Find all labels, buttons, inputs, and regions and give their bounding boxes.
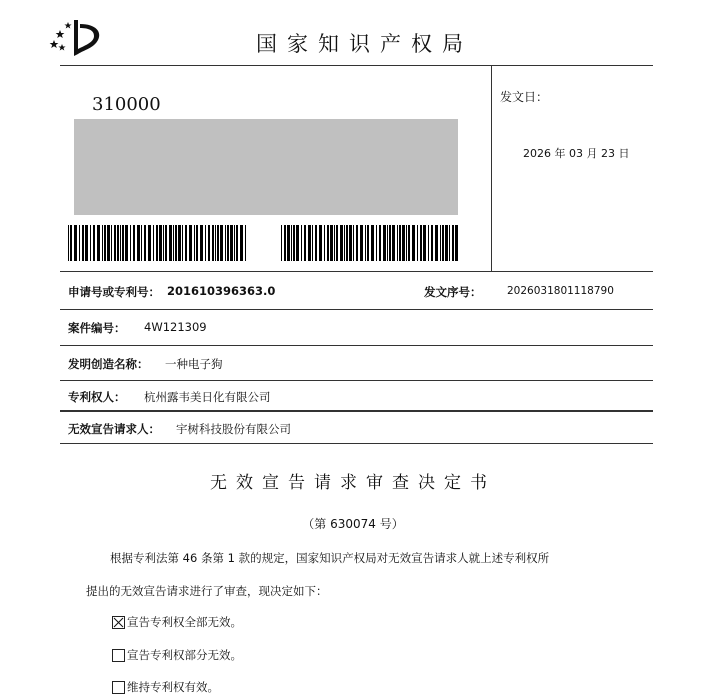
barcode-bar bbox=[133, 225, 135, 261]
barcode-bar bbox=[346, 225, 348, 261]
barcode-left bbox=[68, 225, 248, 261]
barcode-bar bbox=[312, 225, 313, 261]
barcode-bar bbox=[215, 225, 216, 261]
barcode-bar bbox=[114, 225, 116, 261]
barcode-bar bbox=[423, 225, 426, 261]
barcode-bar bbox=[175, 225, 177, 261]
case-no-value: 4W121309 bbox=[144, 320, 207, 334]
cnipa-logo bbox=[48, 18, 104, 58]
barcode-bar bbox=[360, 225, 363, 261]
row-divider bbox=[60, 271, 653, 272]
barcode-bar bbox=[308, 225, 311, 261]
barcode-bar bbox=[111, 225, 112, 261]
barcode-bar bbox=[156, 225, 158, 261]
case-no-label: 案件编号： bbox=[68, 321, 126, 335]
barcode-bar bbox=[387, 225, 388, 261]
requester-value: 宇树科技股份有限公司 bbox=[176, 422, 291, 436]
barcode-bar bbox=[165, 225, 167, 261]
barcode-bar bbox=[90, 225, 91, 261]
application-no-value: 201610396363.0 bbox=[167, 284, 276, 298]
barcode-bar bbox=[365, 225, 366, 261]
barcode-bar bbox=[336, 225, 338, 261]
row-divider bbox=[60, 410, 653, 412]
empty-checkbox-icon bbox=[112, 681, 125, 694]
barcode-bar bbox=[148, 225, 151, 261]
barcode-bar bbox=[356, 225, 358, 261]
barcode-bar bbox=[293, 225, 295, 261]
barcode-bar bbox=[245, 225, 246, 261]
barcode-bar bbox=[70, 225, 72, 261]
barcode-bar bbox=[449, 225, 450, 261]
barcode-bar bbox=[406, 225, 407, 261]
barcode-bar bbox=[196, 225, 198, 261]
barcode-bar bbox=[291, 225, 292, 261]
barcode-bar bbox=[327, 225, 329, 261]
barcode-bar bbox=[296, 225, 299, 261]
barcode-bar bbox=[284, 225, 286, 261]
barcode-bar bbox=[452, 225, 454, 261]
barcode-bar bbox=[412, 225, 415, 261]
row-divider bbox=[60, 309, 653, 310]
barcode-bar bbox=[125, 225, 128, 261]
barcode-bar bbox=[324, 225, 325, 261]
barcode-bar bbox=[120, 225, 121, 261]
barcode-bar bbox=[420, 225, 422, 261]
barcode-bar bbox=[399, 225, 401, 261]
option-invalidate-all bbox=[112, 614, 242, 630]
barcode-bar bbox=[240, 225, 243, 261]
decision-paragraph-line2: 提出的无效宣告请求进行了审查，现决定如下： bbox=[86, 584, 328, 598]
barcode-bar bbox=[304, 225, 306, 261]
barcode-bar bbox=[85, 225, 88, 261]
barcode-bar bbox=[379, 225, 381, 261]
barcode-bar bbox=[334, 225, 335, 261]
redacted-address bbox=[74, 119, 458, 215]
barcode-bar bbox=[230, 225, 233, 261]
option-maintain-valid bbox=[112, 679, 219, 695]
barcode-bar bbox=[397, 225, 398, 261]
invention-name-label: 发明创造名称： bbox=[68, 357, 149, 371]
dispatch-date-value: 2026 年 03 月 23 日 bbox=[523, 147, 630, 160]
barcode-bar bbox=[330, 225, 333, 261]
barcode-bar bbox=[144, 225, 146, 261]
barcode-bar bbox=[349, 225, 352, 261]
barcode-bar bbox=[68, 225, 69, 261]
decision-paragraph-line1: 根据专利法第 46 条第 1 款的规定，国家知识产权局对无效宣告请求人就上述专利权所 bbox=[110, 551, 550, 565]
serial-no-value: 2026031801118790 bbox=[507, 285, 614, 297]
barcode-bar bbox=[102, 225, 103, 261]
barcode-bar bbox=[178, 225, 181, 261]
barcode-bar bbox=[445, 225, 448, 261]
barcode-bar bbox=[392, 225, 395, 261]
checked-checkbox-icon bbox=[112, 616, 125, 629]
option-label: 宣告专利权部分无效。 bbox=[127, 648, 242, 662]
postcode: 310000 bbox=[92, 94, 161, 115]
row-divider bbox=[60, 345, 653, 346]
barcode-bar bbox=[281, 225, 282, 261]
empty-checkbox-icon bbox=[112, 649, 125, 662]
barcode-bar bbox=[220, 225, 223, 261]
barcode-bar bbox=[130, 225, 131, 261]
barcode-bar bbox=[417, 225, 418, 261]
option-label: 维持专利权有效。 bbox=[127, 680, 219, 694]
barcode-bar bbox=[104, 225, 106, 261]
invention-name-value: 一种电子狗 bbox=[165, 357, 223, 371]
barcode-bar bbox=[169, 225, 172, 261]
barcode-bar bbox=[440, 225, 441, 261]
barcode-bar bbox=[212, 225, 215, 261]
decision-title: 无效宣告请求审查决定书 bbox=[210, 473, 496, 493]
barcode-bar bbox=[402, 225, 405, 261]
barcode-bar bbox=[185, 225, 187, 261]
barcode-bar bbox=[353, 225, 354, 261]
barcode-bar bbox=[194, 225, 195, 261]
barcode-bar bbox=[408, 225, 410, 261]
barcode-bar bbox=[301, 225, 302, 261]
barcode-bar bbox=[344, 225, 345, 261]
barcode-bar bbox=[225, 225, 226, 261]
barcode-bar bbox=[163, 225, 164, 261]
barcode-bar bbox=[428, 225, 429, 261]
barcode-bar bbox=[435, 225, 438, 261]
barcode-bar bbox=[189, 225, 192, 261]
barcode-bar bbox=[122, 225, 124, 261]
barcode-bar bbox=[153, 225, 154, 261]
barcode-bar bbox=[315, 225, 317, 261]
barcode-bar bbox=[82, 225, 84, 261]
barcode-bar bbox=[340, 225, 343, 261]
barcode-bar bbox=[376, 225, 377, 261]
option-label: 宣告专利权全部无效。 bbox=[127, 615, 242, 629]
header-divider bbox=[60, 65, 653, 66]
barcode-bar bbox=[371, 225, 374, 261]
barcode-bar bbox=[205, 225, 206, 261]
barcode-bar bbox=[141, 225, 142, 261]
barcode-bar bbox=[389, 225, 391, 261]
barcode-bar bbox=[74, 225, 77, 261]
decision-number: （第 630074 号） bbox=[302, 517, 404, 531]
barcode-bar bbox=[227, 225, 229, 261]
row-divider bbox=[60, 443, 653, 444]
barcode-bar bbox=[319, 225, 322, 261]
barcode-bar bbox=[367, 225, 369, 261]
row-divider bbox=[60, 380, 653, 381]
barcode-bar bbox=[93, 225, 95, 261]
patentee-label: 专利权人： bbox=[68, 390, 126, 404]
barcode-bar bbox=[159, 225, 162, 261]
barcode-bar bbox=[217, 225, 219, 261]
patentee-value: 杭州露韦美日化有限公司 bbox=[144, 390, 271, 404]
barcode-bar bbox=[383, 225, 386, 261]
barcode-bar bbox=[97, 225, 100, 261]
barcode-bar bbox=[208, 225, 210, 261]
dispatch-date-label: 发文日： bbox=[500, 90, 549, 104]
barcode-bar bbox=[137, 225, 140, 261]
barcode-bar bbox=[173, 225, 174, 261]
requester-label: 无效宣告请求人： bbox=[68, 422, 160, 436]
barcode-bar bbox=[236, 225, 238, 261]
barcode-bar bbox=[431, 225, 433, 261]
barcode-bar bbox=[117, 225, 120, 261]
barcode-right bbox=[281, 225, 459, 261]
barcode-bar bbox=[182, 225, 183, 261]
application-no-label: 申请号或专利号： bbox=[68, 285, 160, 299]
barcode-bar bbox=[79, 225, 80, 261]
barcode-bar bbox=[287, 225, 290, 261]
option-invalidate-partial bbox=[112, 647, 242, 663]
address-date-divider bbox=[491, 65, 492, 271]
barcode-bar bbox=[455, 225, 458, 261]
barcode-bar bbox=[107, 225, 110, 261]
office-name: 国家知识产权局 bbox=[256, 32, 473, 56]
barcode-bar bbox=[234, 225, 235, 261]
barcode-bar bbox=[442, 225, 444, 261]
barcode-bar bbox=[200, 225, 203, 261]
serial-no-label: 发文序号： bbox=[424, 285, 482, 299]
